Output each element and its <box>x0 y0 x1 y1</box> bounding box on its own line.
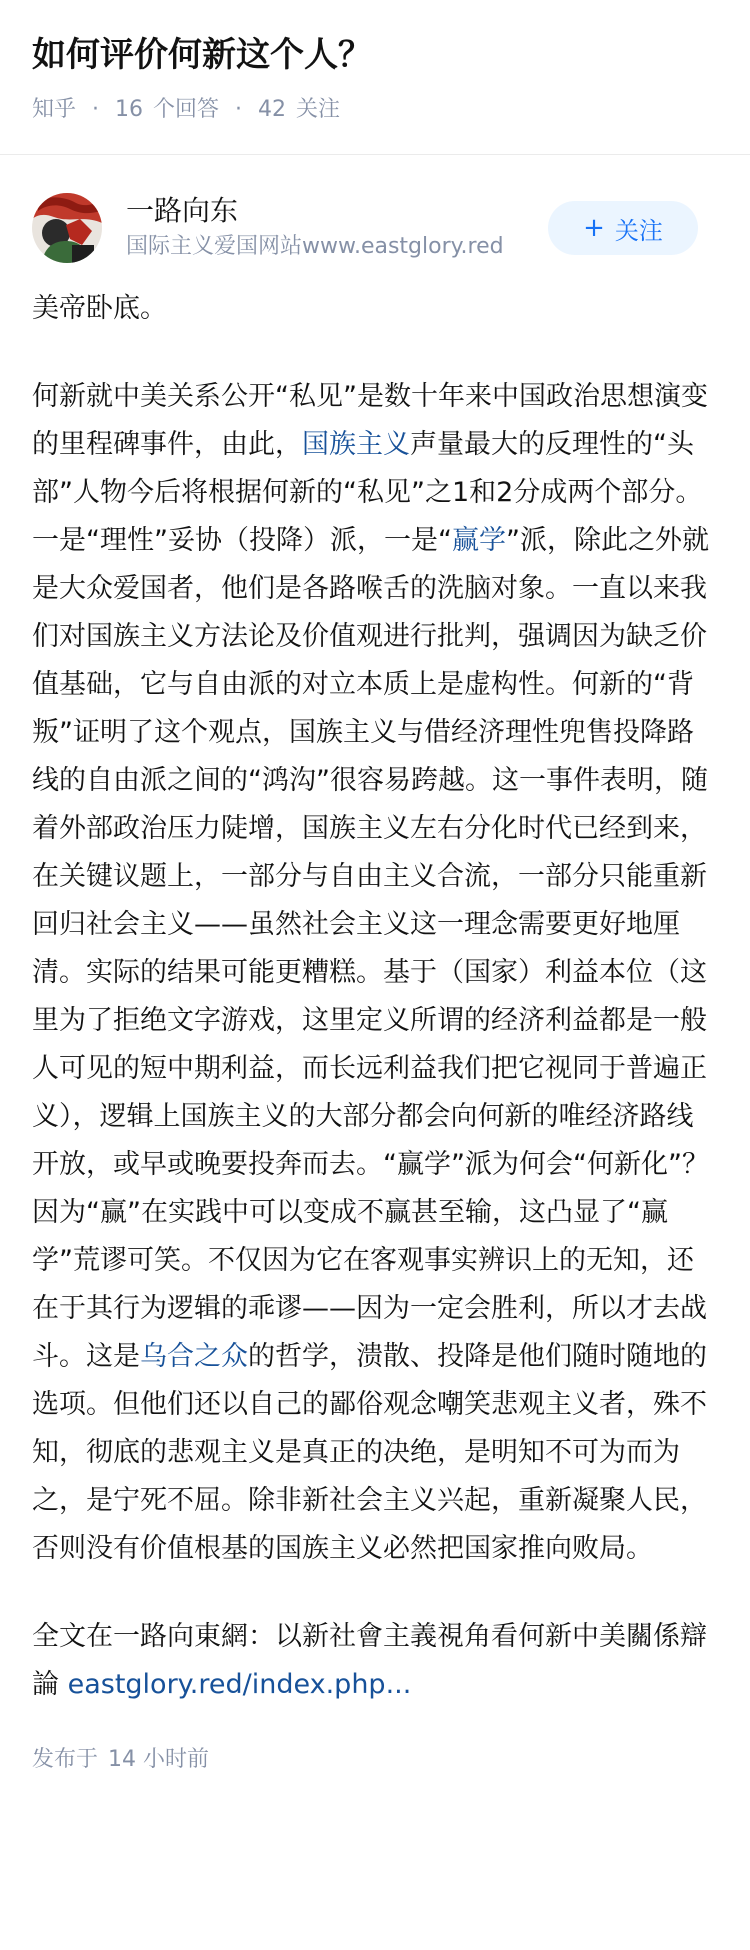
keyword-link-yingxue[interactable]: 赢学 <box>451 525 506 556</box>
answer-text: ”派，除此之外就是大众爱国者，他们是各路喉舌的洗脑对象。一直以来我们对国族主义方法论及价值观进行批判，强调因为缺乏价值基础，它与自由派的对立本质上是虚构性。何新的“背叛”证明了这个观点，国族主义与借经济理性兜售投降路线的自由派之间的“鸿沟”很容易跨越。这一事件表明，随着外部政治压力陡增，国族主义左右分化时代已经到来，在关键议题上，一部分与自由主义合流，一部分只能重新回归社会主义——虽然社会主义这一理念需要更好地厘清。实际的结果可能更糟糕。基于（国家）利益本位（这里为了拒绝文字游戏，这里定义所谓的经济利益都是一般人可见的短中期利益，而长远利益我们把它视同于普遍正义），逻辑上国族主义的大部分都会向何新的唯经济路线开放，或早或晚要投奔而去。“赢学”派为何会“何新化”？因为“赢”在实践中可以变成不赢甚至输，这凸显了“赢学”荒谬可笑。不仅因为它在客观事实辨识上的无知，还在于其行为逻辑的乖谬——因为一定会胜利，所以才去战斗。这是 <box>32 525 709 1372</box>
answer-text: 的哲学，溃散、投降是他们随时随地的选项。但他们还以自己的鄙俗观念嘲笑悲观主义者，殊不知，彻底的悲观主义是真正的决绝，是明知不可为而为之，是宁死不屈。除非新社会主义兴起，重新凝聚人民，否则没有价值根基的国族主义必然把国家推向败局。 <box>32 1341 707 1564</box>
answer-text: 何新就中美关系公开“私见”是数十年来中国政治思想演变的里程碑事件，由此， <box>32 381 708 460</box>
follow-button[interactable] <box>548 201 698 255</box>
published-time: 14 小时前 <box>108 1747 210 1772</box>
question-header <box>0 0 750 155</box>
answers-label[interactable]: 个回答 <box>153 97 220 122</box>
follow-button-label: 关注 <box>614 216 663 245</box>
author-info <box>126 192 548 264</box>
question-meta <box>32 94 718 126</box>
followers-count: 42 <box>258 97 287 122</box>
author-name[interactable]: 一路向东 <box>126 194 239 227</box>
answer-paragraph-3 <box>32 1613 718 1709</box>
answer-paragraph-1: 美帝卧底。 <box>32 293 167 324</box>
author-row <box>0 155 750 267</box>
meta-separator: · <box>235 97 243 122</box>
avatar[interactable] <box>32 193 102 263</box>
question-title[interactable]: 如何评价何新这个人？ <box>32 35 372 75</box>
plus-icon: + <box>583 213 605 243</box>
meta-separator: · <box>92 97 100 122</box>
avatar-image-icon <box>32 193 102 263</box>
answer-text: 声量最大的反理性的“头部”人物今后将根据何新的“私见”之1和2分成两个部分。一是“理性”妥协（投降）派，一是“ <box>32 429 703 556</box>
answer-text: 全文在一路向東網：以新社會主義視角看何新中美關係辯論 <box>32 1621 707 1700</box>
external-link[interactable]: eastglory.red/index.php... <box>67 1669 412 1700</box>
followers-label: 关注 <box>296 97 341 122</box>
source-label[interactable]: 知乎 <box>32 97 77 122</box>
answer-content <box>0 267 750 1709</box>
answer-footer <box>0 1709 750 1777</box>
keyword-link-guozuzhuyi[interactable]: 国族主义 <box>302 429 410 460</box>
published-label: 发布于 <box>32 1747 99 1772</box>
answers-count[interactable]: 16 <box>115 97 144 122</box>
answer-paragraph-2 <box>32 373 718 1573</box>
keyword-link-wuhezhizhong[interactable]: 乌合之众 <box>140 1341 248 1372</box>
author-bio: 国际主义爱国网站www.eastglory.red <box>126 234 504 259</box>
